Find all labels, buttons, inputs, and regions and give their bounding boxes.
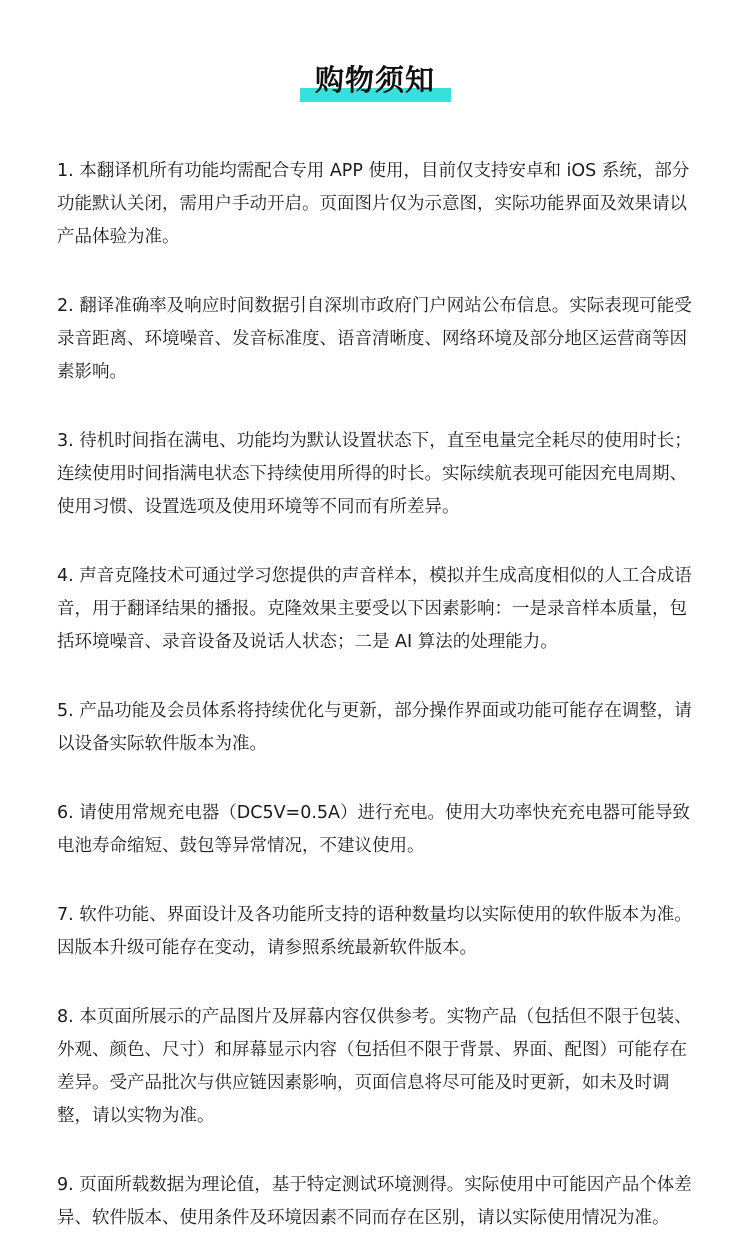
note-item-6: 6. 请使用常规充电器（DC5V=0.5A）进行充电。使用大功率快充充电器可能导致电池寿命缩短、鼓包等异常情况，不建议使用。 — [57, 803, 691, 856]
note-item-7: 7. 软件功能、界面设计及各功能所支持的语种数量均以实际使用的软件版本为准。因版本升级可能存在变动，请参照系统最新软件版本。 — [57, 905, 692, 958]
page-title: 购物须知 — [314, 63, 435, 97]
note-item-4: 4. 声音克隆技术可通过学习您提供的声音样本，模拟并生成高度相似的人工合成语音，用于翻译结果的播报。克隆效果主要受以下因素影响：一是录音样本质量，包括环境噪音、录音设备及说话人状态；二是 AI 算法的处理能力。 — [57, 566, 692, 652]
notes-list — [57, 155, 700, 1235]
note-item-2: 2. 翻译准确率及响应时间数据引自深圳市政府门户网站公布信息。实际表现可能受录音距离、环境噪音、发音标准度、语音清晰度、网络环境及部分地区运营商等因素影响。 — [57, 296, 692, 382]
note-item-8: 8. 本页面所展示的产品图片及屏幕内容仅供参考。实物产品（包括但不限于包装、外观、颜色、尺寸）和屏幕显示内容（包括但不限于背景、界面、配图）可能存在差异。受产品批次与供应链因素影响，页面信息将尽可能及时更新，如未及时调整，请以实物为准。 — [57, 1007, 692, 1126]
note-item-9: 9. 页面所载数据为理论值，基于特定测试环境测得。实际使用中可能因产品个体差异、软件版本、使用条件及环境因素不同而存在区别，请以实际使用情况为准。 — [57, 1175, 692, 1228]
note-item-1: 1. 本翻译机所有功能均需配合专用 APP 使用，目前仅支持安卓和 iOS 系统，部分功能默认关闭，需用户手动开启。页面图片仅为示意图，实际功能界面及效果请以产品体验为准。 — [57, 161, 690, 247]
note-item-5: 5. 产品功能及会员体系将持续优化与更新，部分操作界面或功能可能存在调整，请以设备实际软件版本为准。 — [57, 701, 692, 754]
note-item-3: 3. 待机时间指在满电、功能均为默认设置状态下，直至电量完全耗尽的使用时长；连续使用时间指满电状态下持续使用所得的时长。实际续航表现可能因充电周期、使用习惯、设置选项及使用环境等不同而有所差异。 — [57, 431, 692, 517]
page-header — [0, 58, 750, 108]
